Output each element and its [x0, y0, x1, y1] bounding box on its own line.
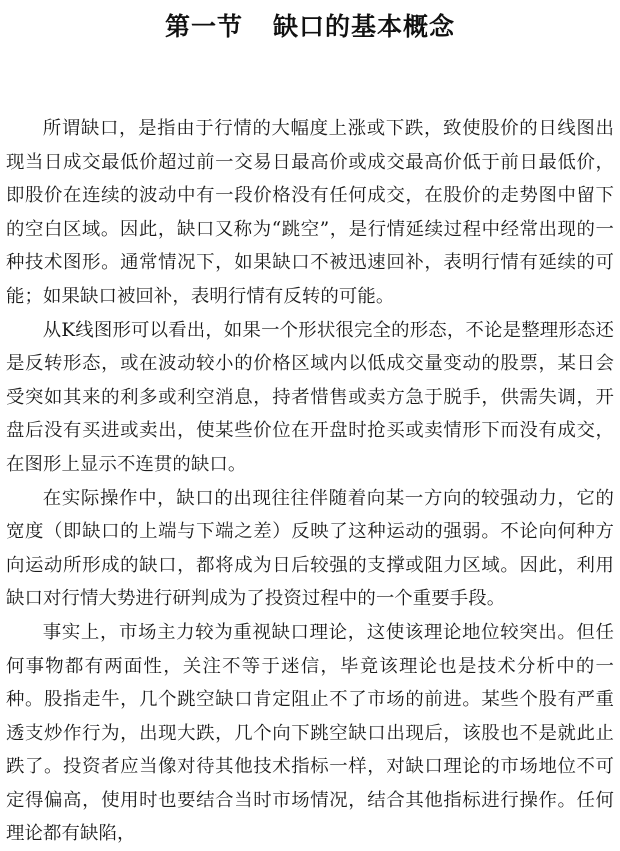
- paragraph-2: 从K线图形可以看出，如果一个形状很完全的形态，不论是整理形态还是反转形态，或在波动较小的价格区域内以低成交量变动的股票，某日会受突如其来的利多或利空消息，持者惜售或卖方急于脱手，供需失调，开盘后没有买进或卖出，使某些价位在开盘时抢买或卖情形下而没有成交，在图形上显示不连贯的缺口。: [6, 319, 614, 475]
- section-number: 第一节: [164, 12, 243, 41]
- body-text: [6, 112, 614, 851]
- paragraph-4: 事实上，市场主力较为重视缺口理论，这使该理论地位较突出。但任何事物都有两面性，关注不等于迷信，毕竟该理论也是技术分析中的一种。股指走牛，几个跳空缺口肯定阻止不了市场的前进。某些个股有严重透支炒作行为，出现大跌，几个向下跳空缺口出现后，该股也不是就此止跌了。投资者应当像对待其他技术指标一样，对缺口理论的市场地位不可定得偏高，使用时也要结合当时市场情况，结合其他指标进行操作。任何理论都有缺陷，: [6, 621, 614, 845]
- page-title: [0, 10, 620, 44]
- section-title: 缺口的基本概念: [273, 12, 456, 41]
- paragraph-3: 在实际操作中，缺口的出现往往伴随着向某一方向的较强动力，它的宽度（即缺口的上端与下端之差）反映了这种运动的强弱。不论向何种方向运动所形成的缺口，都将成为日后较强的支撑或阻力区域。因此，利用缺口对行情大势进行研判成为了投资过程中的一个重要手段。: [6, 487, 614, 610]
- paragraph-1: 所谓缺口，是指由于行情的大幅度上涨或下跌，致使股价的日线图出现当日成交最低价超过前一交易日最高价或成交最高价低于前日最低价，即股价在连续的波动中有一段价格没有任何成交，在股价的走势图中留下的空白区域。因此，缺口又称为“跳空”，是行情延续过程中经常出现的一种技术图形。通常情况下，如果缺口不被迅速回补，表明行情有延续的可能；如果缺口被回补，表明行情有反转的可能。: [6, 118, 614, 307]
